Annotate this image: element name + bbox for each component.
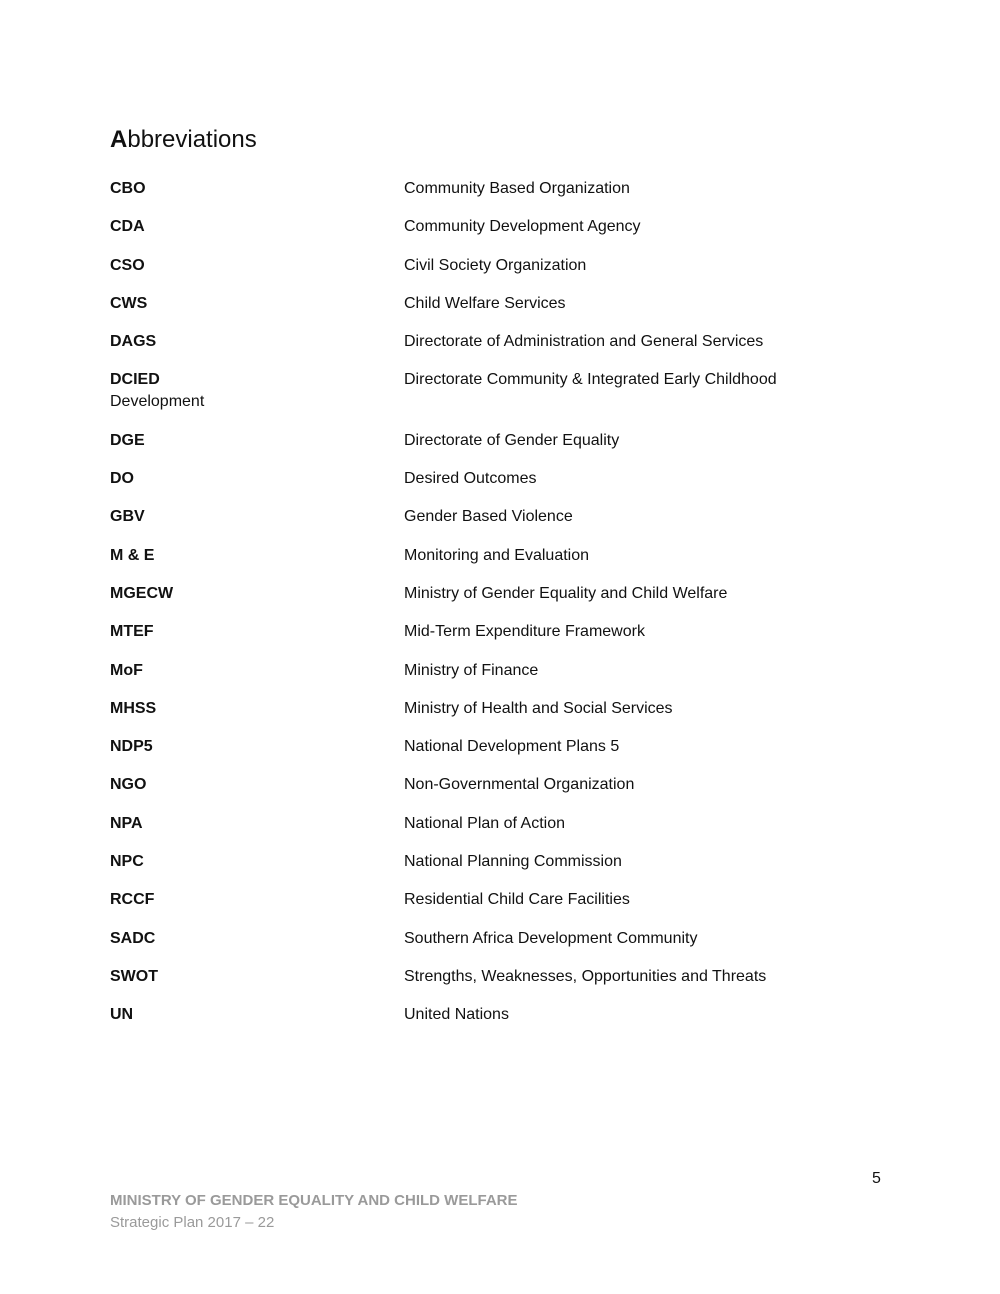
abbreviation-row (110, 545, 890, 583)
abbreviation-row (110, 178, 890, 216)
abbreviation-definition: Civil Society Organization (404, 256, 587, 274)
abbreviation-row (110, 255, 890, 293)
abbreviation-term: DCIED (110, 371, 160, 389)
abbreviation-definition: National Planning Commission (404, 853, 622, 871)
abbreviation-row (110, 506, 890, 544)
abbreviation-definition: Ministry of Health and Social Services (404, 699, 673, 717)
abbreviation-row (110, 851, 890, 889)
abbreviation-term: M & E (110, 546, 155, 564)
title-first-letter: A (110, 126, 128, 153)
abbreviation-term: NPC (110, 853, 144, 871)
abbreviation-definition: Community Development Agency (404, 218, 641, 236)
abbreviation-row (110, 621, 890, 659)
abbreviation-term: CDA (110, 218, 145, 236)
abbreviation-term: GBV (110, 508, 145, 526)
abbreviation-row (110, 430, 890, 468)
abbreviation-definition: Mid-Term Expenditure Framework (404, 623, 645, 641)
page-title (110, 126, 257, 154)
abbreviation-term: DO (110, 470, 134, 488)
abbreviation-term: UN (110, 1006, 134, 1024)
abbreviation-term: CSO (110, 256, 145, 274)
abbreviation-definition: Monitoring and Evaluation (404, 546, 590, 564)
abbreviation-definition: Ministry of Finance (404, 661, 539, 679)
abbreviation-term: CBO (110, 180, 146, 197)
abbreviation-term: DGE (110, 431, 145, 449)
abbreviation-row (110, 774, 890, 812)
abbreviation-term: RCCF (110, 891, 155, 909)
abbreviation-row (110, 736, 890, 774)
abbreviation-definition: National Plan of Action (404, 814, 565, 832)
abbreviation-term: NPA (110, 814, 143, 832)
abbreviation-term: CWS (110, 294, 148, 312)
abbreviation-row (110, 369, 890, 429)
abbreviation-definition: Non-Governmental Organization (404, 776, 635, 794)
abbreviation-row (110, 583, 890, 621)
abbreviation-term: SADC (110, 929, 156, 947)
abbreviation-definition: Ministry of Gender Equality and Child Welfare (404, 584, 728, 602)
abbreviation-row (110, 331, 890, 369)
abbreviation-definition: United Nations (404, 1006, 509, 1024)
abbreviation-term: MoF (110, 661, 143, 679)
abbreviation-definition: National Development Plans 5 (404, 738, 620, 756)
abbreviation-row (110, 216, 890, 254)
abbreviation-row (110, 293, 890, 331)
footer-organization: MINISTRY OF GENDER EQUALITY AND CHILD WELFARE (110, 1192, 518, 1209)
title-rest: bbreviations (127, 126, 257, 153)
abbreviation-term: MTEF (110, 623, 154, 641)
abbreviation-term: MHSS (110, 699, 157, 717)
abbreviation-term: MGECW (110, 584, 174, 602)
abbreviation-definition: Gender Based Violence (404, 508, 573, 526)
abbreviation-definition: Directorate of Gender Equality (404, 431, 620, 449)
footer-subtitle: Strategic Plan 2017 – 22 (110, 1214, 275, 1231)
abbreviation-row (110, 468, 890, 506)
abbreviation-definition: Community Based Organization (404, 180, 630, 197)
abbreviation-definition-continuation: Development (110, 393, 205, 411)
abbreviation-row (110, 928, 890, 966)
abbreviation-row (110, 660, 890, 698)
abbreviation-term: NDP5 (110, 738, 153, 756)
abbreviation-definition: Strengths, Weaknesses, Opportunities and Threats (404, 967, 767, 985)
abbreviation-term: DAGS (110, 333, 157, 351)
abbreviation-term: NGO (110, 776, 147, 794)
abbreviation-term: SWOT (110, 967, 158, 985)
abbreviation-list (110, 178, 890, 1043)
abbreviation-definition: Child Welfare Services (404, 294, 566, 312)
abbreviation-row (110, 1004, 890, 1042)
abbreviation-row (110, 813, 890, 851)
abbreviation-row (110, 698, 890, 736)
page-number: 5 (872, 1170, 881, 1187)
abbreviation-row (110, 889, 890, 927)
abbreviation-definition: Residential Child Care Facilities (404, 891, 630, 909)
abbreviation-definition: Desired Outcomes (404, 470, 537, 488)
abbreviation-definition: Directorate Community & Integrated Early Childhood (404, 371, 777, 389)
abbreviation-definition: Southern Africa Development Community (404, 929, 698, 947)
abbreviation-definition: Directorate of Administration and General Services (404, 333, 764, 351)
abbreviation-row (110, 966, 890, 1004)
